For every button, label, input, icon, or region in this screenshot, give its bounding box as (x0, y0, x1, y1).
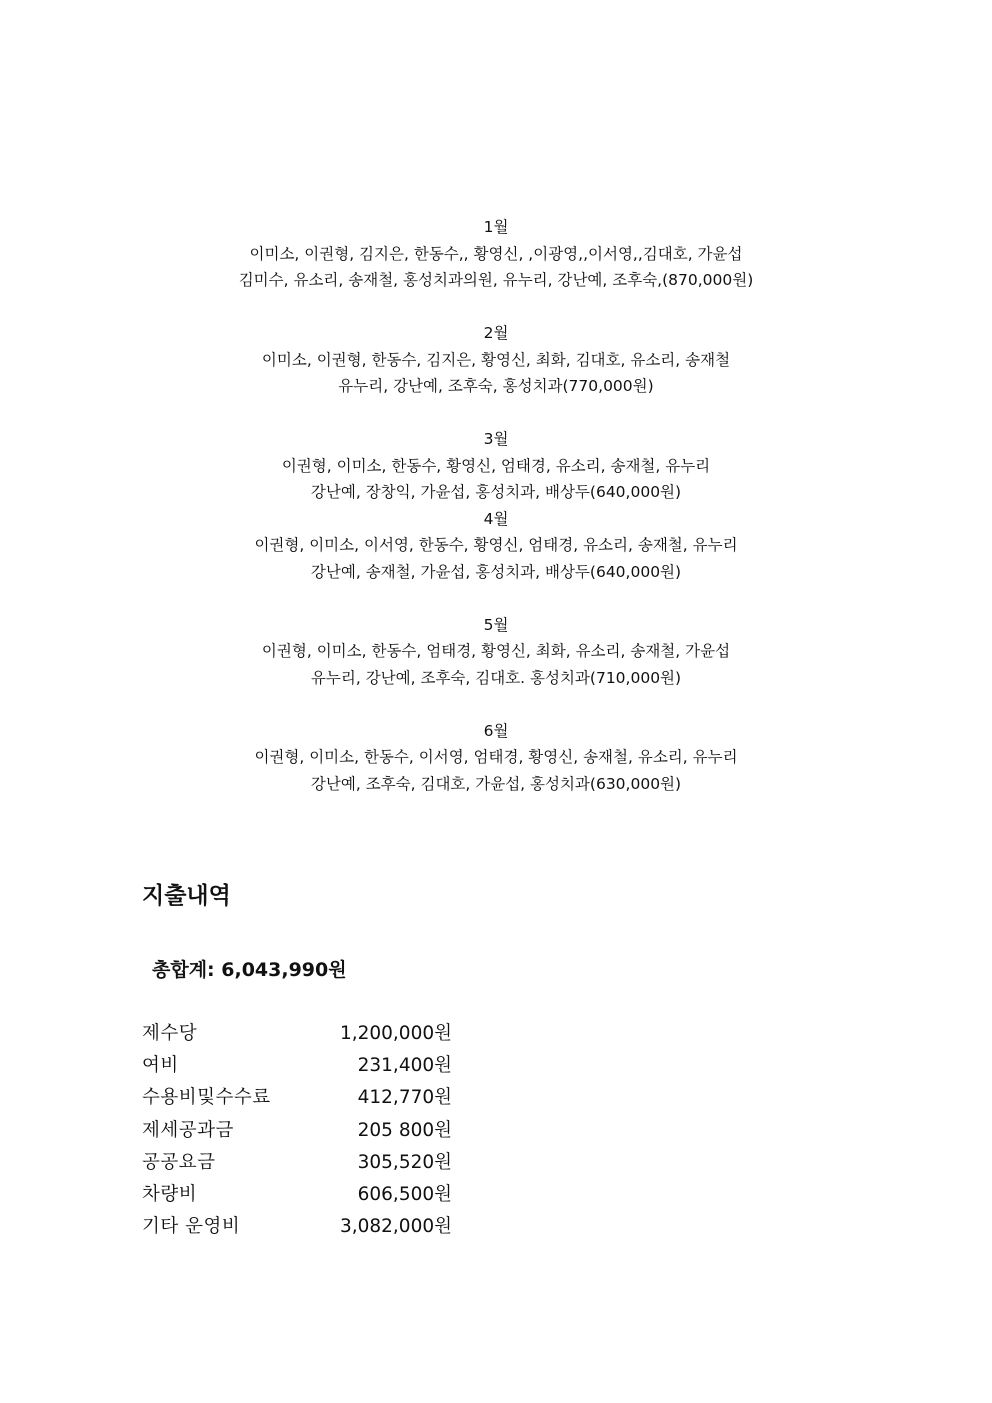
expense-name: 여비 (142, 1055, 179, 1077)
month-label: 6월 (483, 721, 509, 740)
month-label: 2월 (483, 324, 509, 342)
donor-line: 유누리, 강난예, 조후숙, 홍성치과(770,000원) (338, 377, 654, 395)
expense-list (142, 1018, 462, 1243)
month-block-apr (0, 506, 992, 586)
donor-line: 유누리, 강난예, 조후숙, 김대호. 홍성치과(710,000원) (310, 668, 682, 687)
donor-line: 이미소, 이권형, 김지은, 한동수,, 황영신, ,이광영,,이서영,,김대호, 가윤섭 (249, 244, 743, 263)
expense-row (142, 1082, 462, 1114)
expense-amount: 231,400원 (357, 1055, 452, 1077)
month-block-may (0, 612, 992, 692)
donor-line: 이권형, 이미소, 한동수, 황영신, 엄태경, 유소리, 송재철, 유누리 (281, 456, 711, 475)
expense-row (142, 1018, 462, 1050)
expense-name: 기타 운영비 (142, 1216, 241, 1238)
donor-line: 강난예, 송재철, 가윤섭, 홍성치과, 배상두(640,000원) (310, 562, 682, 581)
expense-row (142, 1211, 462, 1243)
donor-line: 강난예, 장창익, 가윤섭, 홍성치과, 배상두(640,000원) (310, 483, 682, 501)
donor-line: 이권형, 이미소, 이서영, 한동수, 황영신, 엄태경, 유소리, 송재철, 유누리 (254, 536, 738, 554)
expense-amount: 606,500원 (357, 1183, 452, 1205)
month-block-mar (0, 426, 992, 506)
month-label: 4월 (483, 509, 509, 528)
expense-amount: 412,770원 (357, 1087, 452, 1109)
donor-line: 이미소, 이권형, 한동수, 김지은, 황영신, 최화, 김대호, 유소리, 송재철 (261, 350, 731, 369)
month-block-jan (0, 214, 992, 294)
expense-name: 제수당 (142, 1023, 198, 1044)
expenses-heading: 지출내역 (142, 883, 231, 909)
expense-amount: 1,200,000원 (339, 1023, 452, 1044)
expenses-total: 총합계: 6,043,990원 (152, 959, 347, 981)
donation-list (0, 214, 992, 797)
expense-amount: 305,520원 (357, 1151, 452, 1173)
expense-amount: 3,082,000원 (339, 1216, 452, 1238)
expense-name: 차량비 (142, 1183, 198, 1205)
donor-line: 강난예, 조후숙, 김대호, 가윤섭, 홍성치과(630,000원) (310, 774, 682, 793)
expense-name: 제세공과금 (142, 1119, 234, 1141)
month-block-feb (0, 320, 992, 400)
expense-row (142, 1050, 462, 1082)
month-label: 5월 (483, 615, 509, 634)
donor-line: 김미수, 유소리, 송재철, 홍성치과의원, 유누리, 강난예, 조후숙,(870,000원) (238, 271, 754, 289)
donor-line: 이권형, 이미소, 한동수, 이서영, 엄태경, 황영신, 송재철, 유소리, 유누리 (254, 748, 738, 766)
month-label: 1월 (483, 218, 509, 236)
donor-line: 이권형, 이미소, 한동수, 엄태경, 황영신, 최화, 유소리, 송재철, 가윤섭 (261, 642, 731, 660)
expense-row (142, 1147, 462, 1179)
expense-name: 수용비및수수료 (142, 1087, 271, 1109)
expense-name: 공공요금 (142, 1151, 216, 1173)
month-block-jun (0, 718, 992, 798)
expense-row (142, 1179, 462, 1211)
expense-amount: 205 800원 (357, 1119, 452, 1141)
expense-row (142, 1115, 462, 1147)
month-label: 3월 (483, 430, 509, 448)
